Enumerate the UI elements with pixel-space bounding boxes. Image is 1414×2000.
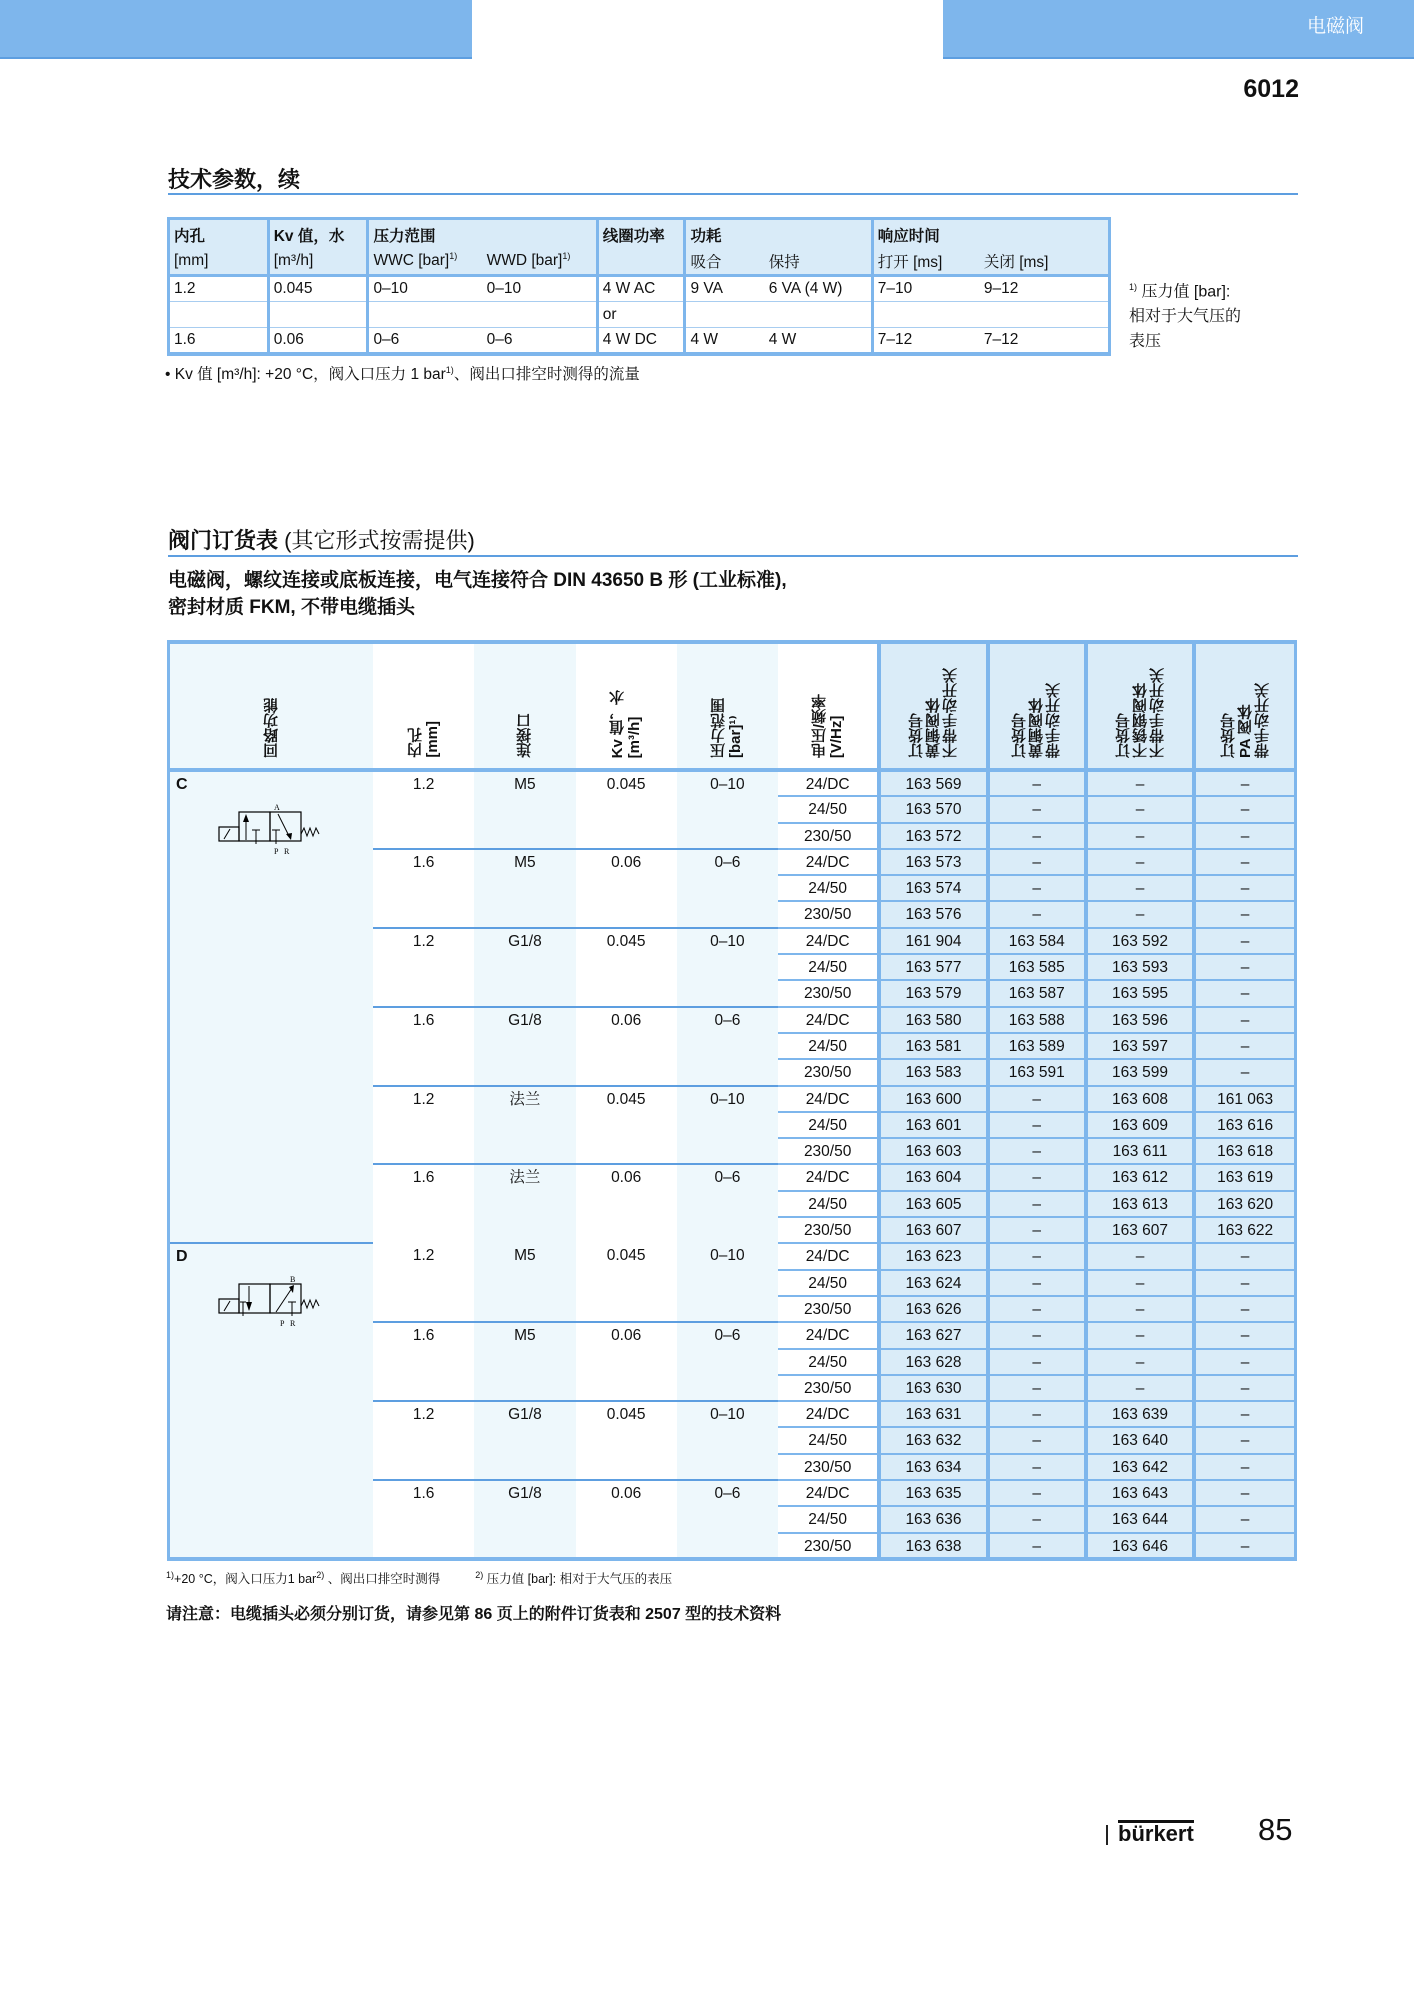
th-bore-unit: [mm] bbox=[169, 248, 269, 276]
port-cell: M5 bbox=[474, 1243, 575, 1322]
th-voltage: 电压/频率 [V/Hz] bbox=[778, 642, 879, 770]
voltage-cell: 24/DC bbox=[778, 849, 879, 875]
order-number-cell: 163 596 bbox=[1086, 1007, 1194, 1033]
order-number-cell: – bbox=[988, 1427, 1086, 1453]
port-cell: M5 bbox=[474, 849, 575, 928]
order-number-cell: 163 589 bbox=[988, 1033, 1086, 1059]
th-order-brass: 订货号 黄铜阀体 不带手动开关 bbox=[879, 642, 987, 770]
th-hold: 保持 bbox=[765, 248, 873, 276]
order-number-cell: 163 634 bbox=[879, 1454, 987, 1480]
port-cell: 法兰 bbox=[474, 1164, 575, 1243]
order-number-cell: – bbox=[988, 1506, 1086, 1532]
voltage-cell: 24/50 bbox=[778, 1349, 879, 1375]
order-number-cell: – bbox=[1194, 1480, 1295, 1506]
voltage-cell: 24/DC bbox=[778, 1164, 879, 1190]
order-number-cell: 163 620 bbox=[1194, 1191, 1295, 1217]
order-number-cell: 163 632 bbox=[879, 1427, 987, 1453]
svg-text:P: P bbox=[274, 847, 279, 856]
order-number-cell: – bbox=[1194, 1401, 1295, 1427]
order-number-cell: 163 572 bbox=[879, 823, 987, 849]
order-number-cell: 163 588 bbox=[988, 1007, 1086, 1033]
order-number-cell: 163 646 bbox=[1086, 1533, 1194, 1559]
order-number-cell: – bbox=[988, 1375, 1086, 1401]
order-number-cell: – bbox=[1194, 954, 1295, 980]
order-number-cell: – bbox=[1086, 796, 1194, 822]
tech-row: 1.6 0.06 0–6 0–6 4 W DC 4 W 4 W 7–12 7–12 bbox=[169, 328, 1110, 354]
port-cell: G1/8 bbox=[474, 1401, 575, 1480]
order-number-cell: 163 611 bbox=[1086, 1138, 1194, 1164]
divider bbox=[168, 555, 1298, 557]
pressure-cell: 0–10 bbox=[677, 1243, 778, 1322]
th-open: 打开 [ms] bbox=[872, 248, 980, 276]
pressure-cell: 0–10 bbox=[677, 928, 778, 1007]
order-number-cell: 163 585 bbox=[988, 954, 1086, 980]
divider bbox=[168, 193, 1298, 195]
order-number-cell: 163 591 bbox=[988, 1059, 1086, 1085]
order-row bbox=[169, 770, 1296, 796]
order-number-cell: 163 638 bbox=[879, 1533, 987, 1559]
order-number-cell: – bbox=[988, 1164, 1086, 1190]
order-number-cell: 163 599 bbox=[1086, 1059, 1194, 1085]
order-number-cell: – bbox=[1194, 1533, 1295, 1559]
order-number-cell: 163 603 bbox=[879, 1138, 987, 1164]
order-number-cell: – bbox=[988, 1191, 1086, 1217]
svg-text:R: R bbox=[284, 847, 290, 856]
voltage-cell: 24/DC bbox=[778, 1322, 879, 1348]
circuit-function-cell bbox=[169, 1243, 374, 1559]
voltage-cell: 230/50 bbox=[778, 1217, 879, 1243]
order-header-row bbox=[169, 642, 1296, 770]
th-order-pa-manual: 订货号 PA 阀体 带手动开关 bbox=[1194, 642, 1295, 770]
tech-params-table bbox=[167, 217, 1111, 356]
order-number-cell: 163 587 bbox=[988, 980, 1086, 1006]
voltage-cell: 24/50 bbox=[778, 875, 879, 901]
order-number-cell: – bbox=[1194, 770, 1295, 796]
th-pressure: 压力范围 [bar]¹⁾ bbox=[677, 642, 778, 770]
th-wwd: WWD [bar]$^{1)}$ bbox=[483, 248, 598, 276]
valve-symbol-icon bbox=[216, 802, 326, 862]
order-number-cell: – bbox=[988, 770, 1086, 796]
order-number-cell: – bbox=[1194, 1375, 1295, 1401]
bore-cell: 1.2 bbox=[373, 928, 474, 1007]
order-number-cell: – bbox=[1194, 796, 1295, 822]
th-response: 响应时间 bbox=[872, 219, 1109, 249]
order-number-cell: 163 601 bbox=[879, 1112, 987, 1138]
th-function: 回路功能 bbox=[169, 642, 374, 770]
pressure-cell: 0–6 bbox=[677, 1322, 778, 1401]
svg-text:B: B bbox=[290, 1275, 296, 1285]
order-number-cell: – bbox=[1194, 928, 1295, 954]
order-number-cell: – bbox=[1194, 1506, 1295, 1532]
order-number-cell: 163 577 bbox=[879, 954, 987, 980]
order-number-cell: – bbox=[1194, 1454, 1295, 1480]
order-number-cell: – bbox=[988, 1349, 1086, 1375]
th-port: 连接口 bbox=[474, 642, 575, 770]
order-number-cell: 163 580 bbox=[879, 1007, 987, 1033]
voltage-cell: 230/50 bbox=[778, 1138, 879, 1164]
order-number-cell: 163 618 bbox=[1194, 1138, 1295, 1164]
order-number-cell: – bbox=[1086, 770, 1194, 796]
bore-cell: 1.2 bbox=[373, 1086, 474, 1165]
voltage-cell: 24/DC bbox=[778, 1480, 879, 1506]
voltage-cell: 230/50 bbox=[778, 1059, 879, 1085]
kv-cell: 0.045 bbox=[576, 1401, 677, 1480]
svg-text:P: P bbox=[280, 1319, 285, 1329]
order-number-cell: – bbox=[1086, 1296, 1194, 1322]
order-number-cell: – bbox=[988, 1270, 1086, 1296]
order-number-cell: – bbox=[988, 796, 1086, 822]
order-number-cell: 163 593 bbox=[1086, 954, 1194, 980]
voltage-cell: 230/50 bbox=[778, 901, 879, 927]
voltage-cell: 24/DC bbox=[778, 928, 879, 954]
order-number-cell: 163 581 bbox=[879, 1033, 987, 1059]
order-number-cell: 163 600 bbox=[879, 1086, 987, 1112]
kv-cell: 0.06 bbox=[576, 1164, 677, 1243]
voltage-cell: 24/50 bbox=[778, 1506, 879, 1532]
pressure-cell: 0–10 bbox=[677, 1401, 778, 1480]
pressure-side-note: $^{1)}$ 压力值 [bar]: 相对于大气压的 表压 bbox=[1129, 282, 1242, 351]
pressure-cell: 0–6 bbox=[677, 1164, 778, 1243]
voltage-cell: 24/50 bbox=[778, 1270, 879, 1296]
header-band-right bbox=[943, 0, 1414, 59]
circuit-function-letter: D bbox=[176, 1248, 188, 1266]
header-band-left bbox=[0, 0, 472, 59]
th-wwc: WWC [bar]$^{1)}$ bbox=[368, 248, 483, 276]
order-number-cell: 163 630 bbox=[879, 1375, 987, 1401]
order-number-cell: 163 643 bbox=[1086, 1480, 1194, 1506]
footer-divider bbox=[1106, 1825, 1108, 1845]
circuit-function-letter: C bbox=[176, 776, 188, 793]
svg-text:A: A bbox=[274, 803, 280, 812]
voltage-cell: 24/50 bbox=[778, 1112, 879, 1138]
cable-plug-notice: 请注意：电缆插头必须分别订货，请参见第 86 页上的附件订货表和 2507 型的技术资料 bbox=[166, 1606, 782, 1623]
bore-cell: 1.6 bbox=[373, 1007, 474, 1086]
kv-cell: 0.045 bbox=[576, 1243, 677, 1322]
order-number-cell: 163 628 bbox=[879, 1349, 987, 1375]
order-number-cell: 163 612 bbox=[1086, 1164, 1194, 1190]
th-kv: Kv 值，水 bbox=[268, 219, 368, 249]
order-number-cell: – bbox=[1194, 1427, 1295, 1453]
kv-cell: 0.06 bbox=[576, 849, 677, 928]
pressure-cell: 0–10 bbox=[677, 1086, 778, 1165]
voltage-cell: 24/50 bbox=[778, 954, 879, 980]
order-number-cell: 163 642 bbox=[1086, 1454, 1194, 1480]
th-kv: Kv 值，水 [m³/h] bbox=[576, 642, 677, 770]
order-number-cell: – bbox=[988, 1086, 1086, 1112]
th-kv-unit: [m³/h] bbox=[268, 248, 368, 276]
order-number-cell: 163 569 bbox=[879, 770, 987, 796]
order-number-cell: 163 623 bbox=[879, 1243, 987, 1269]
svg-text:R: R bbox=[290, 1319, 296, 1329]
tech-header-row bbox=[169, 219, 1110, 249]
order-row bbox=[169, 1243, 1296, 1269]
port-cell: G1/8 bbox=[474, 1480, 575, 1559]
port-cell: M5 bbox=[474, 1322, 575, 1401]
order-number-cell: – bbox=[1194, 1033, 1295, 1059]
order-number-cell: – bbox=[1194, 1349, 1295, 1375]
order-number-cell: 163 627 bbox=[879, 1322, 987, 1348]
th-power: 功耗 bbox=[685, 219, 872, 249]
kv-cell: 0.045 bbox=[576, 928, 677, 1007]
voltage-cell: 24/DC bbox=[778, 1086, 879, 1112]
order-number-cell: 163 597 bbox=[1086, 1033, 1194, 1059]
th-bore: 内孔 [mm] bbox=[373, 642, 474, 770]
order-number-cell: – bbox=[988, 1296, 1086, 1322]
voltage-cell: 230/50 bbox=[778, 1533, 879, 1559]
pressure-cell: 0–6 bbox=[677, 849, 778, 928]
kv-footnote: • Kv 值 [m³/h]: +20 °C，阀入口压力 1 bar$^{1)}$、阀出口排空时测得的流量 bbox=[165, 364, 640, 383]
th-coil-unit bbox=[597, 248, 685, 276]
order-number-cell: 161 904 bbox=[879, 928, 987, 954]
bore-cell: 1.6 bbox=[373, 1164, 474, 1243]
voltage-cell: 230/50 bbox=[778, 1296, 879, 1322]
th-pressure: 压力范围 bbox=[368, 219, 597, 249]
voltage-cell: 24/50 bbox=[778, 1191, 879, 1217]
port-cell: G1/8 bbox=[474, 928, 575, 1007]
kv-cell: 0.06 bbox=[576, 1007, 677, 1086]
order-number-cell: – bbox=[1086, 1243, 1194, 1269]
order-number-cell: – bbox=[988, 1138, 1086, 1164]
order-number-cell: – bbox=[1194, 901, 1295, 927]
kv-cell: 0.06 bbox=[576, 1322, 677, 1401]
page-number: 85 bbox=[1258, 1812, 1293, 1847]
order-number-cell: – bbox=[1086, 823, 1194, 849]
bore-cell: 1.6 bbox=[373, 849, 474, 928]
tech-section-title: 技术参数，续 bbox=[168, 167, 301, 192]
order-number-cell: – bbox=[1086, 901, 1194, 927]
order-number-cell: 163 576 bbox=[879, 901, 987, 927]
order-number-cell: – bbox=[1086, 1349, 1194, 1375]
order-number-cell: 163 573 bbox=[879, 849, 987, 875]
order-number-cell: 163 605 bbox=[879, 1191, 987, 1217]
order-number-cell: 163 570 bbox=[879, 796, 987, 822]
order-number-cell: – bbox=[1086, 875, 1194, 901]
order-number-cell: – bbox=[1194, 1007, 1295, 1033]
th-close: 关闭 [ms] bbox=[980, 248, 1110, 276]
order-number-cell: – bbox=[1194, 1270, 1295, 1296]
order-number-cell: 163 631 bbox=[879, 1401, 987, 1427]
pressure-cell: 0–10 bbox=[677, 770, 778, 849]
order-number-cell: 163 592 bbox=[1086, 928, 1194, 954]
th-order-brass-manual: 订货号 黄铜阀体 带手动开关 bbox=[988, 642, 1086, 770]
order-number-cell: – bbox=[988, 901, 1086, 927]
voltage-cell: 24/50 bbox=[778, 796, 879, 822]
order-section-title: 阀门订货表 (其它形式按需提供) bbox=[168, 528, 475, 553]
order-number-cell: 163 579 bbox=[879, 980, 987, 1006]
order-number-cell: – bbox=[988, 849, 1086, 875]
order-number-cell: – bbox=[1194, 1243, 1295, 1269]
order-number-cell: 163 626 bbox=[879, 1296, 987, 1322]
order-table bbox=[167, 640, 1297, 1561]
tech-subheader-row bbox=[169, 248, 1110, 276]
voltage-cell: 24/DC bbox=[778, 770, 879, 796]
port-cell: 法兰 bbox=[474, 1086, 575, 1165]
order-number-cell: – bbox=[988, 1401, 1086, 1427]
order-number-cell: 163 613 bbox=[1086, 1191, 1194, 1217]
order-number-cell: 163 584 bbox=[988, 928, 1086, 954]
order-number-cell: 163 636 bbox=[879, 1506, 987, 1532]
order-number-cell: – bbox=[988, 1243, 1086, 1269]
bore-cell: 1.6 bbox=[373, 1480, 474, 1559]
order-number-cell: – bbox=[1194, 849, 1295, 875]
order-number-cell: 163 608 bbox=[1086, 1086, 1194, 1112]
voltage-cell: 24/50 bbox=[778, 1033, 879, 1059]
voltage-cell: 230/50 bbox=[778, 1454, 879, 1480]
voltage-cell: 230/50 bbox=[778, 980, 879, 1006]
order-number-cell: 163 574 bbox=[879, 875, 987, 901]
order-number-cell: – bbox=[988, 1454, 1086, 1480]
port-cell: G1/8 bbox=[474, 1007, 575, 1086]
kv-cell: 0.045 bbox=[576, 770, 677, 849]
order-footnotes: $^{1)}$+20 °C，阀入口压力1 bar$^{2)}$ 、阀出口排空时测得 $^{2)}$ 压力值 [bar]: 相对于大气压的表压 bbox=[166, 1569, 673, 1586]
th-order-stainless: 订货号 不锈钢阀体 不带手动开关 bbox=[1086, 642, 1194, 770]
order-number-cell: – bbox=[1194, 1059, 1295, 1085]
order-number-cell: 163 616 bbox=[1194, 1112, 1295, 1138]
bore-cell: 1.2 bbox=[373, 1243, 474, 1322]
order-number-cell: 161 063 bbox=[1194, 1086, 1295, 1112]
model-number: 6012 bbox=[1243, 75, 1299, 103]
order-number-cell: 163 644 bbox=[1086, 1506, 1194, 1532]
order-number-cell: – bbox=[988, 1322, 1086, 1348]
order-number-cell: – bbox=[1086, 1270, 1194, 1296]
order-number-cell: 163 624 bbox=[879, 1270, 987, 1296]
th-bore: 内孔 bbox=[169, 219, 269, 249]
category-label: 电磁阀 bbox=[1306, 16, 1364, 37]
order-subtitle: 电磁阀，螺纹连接或底板连接，电气连接符合 DIN 43650 B 形 (工业标准), 密封材质 FKM, 不带电缆插头 bbox=[168, 570, 787, 618]
tech-row: or bbox=[169, 302, 1110, 328]
order-number-cell: – bbox=[1194, 1322, 1295, 1348]
voltage-cell: 24/DC bbox=[778, 1243, 879, 1269]
pressure-cell: 0–6 bbox=[677, 1480, 778, 1559]
order-number-cell: – bbox=[1086, 1375, 1194, 1401]
kv-cell: 0.045 bbox=[576, 1086, 677, 1165]
order-number-cell: – bbox=[1194, 980, 1295, 1006]
order-number-cell: – bbox=[988, 1217, 1086, 1243]
order-number-cell: – bbox=[1086, 1322, 1194, 1348]
pressure-cell: 0–6 bbox=[677, 1007, 778, 1086]
kv-cell: 0.06 bbox=[576, 1480, 677, 1559]
order-number-cell: – bbox=[1194, 1296, 1295, 1322]
voltage-cell: 24/50 bbox=[778, 1427, 879, 1453]
order-number-cell: – bbox=[988, 1533, 1086, 1559]
order-number-cell: 163 609 bbox=[1086, 1112, 1194, 1138]
voltage-cell: 230/50 bbox=[778, 823, 879, 849]
order-number-cell: 163 583 bbox=[879, 1059, 987, 1085]
order-number-cell: 163 622 bbox=[1194, 1217, 1295, 1243]
order-number-cell: 163 619 bbox=[1194, 1164, 1295, 1190]
order-number-cell: 163 607 bbox=[1086, 1217, 1194, 1243]
bore-cell: 1.2 bbox=[373, 1401, 474, 1480]
order-number-cell: – bbox=[988, 1112, 1086, 1138]
voltage-cell: 24/DC bbox=[778, 1401, 879, 1427]
order-number-cell: – bbox=[988, 1480, 1086, 1506]
order-number-cell: – bbox=[1194, 875, 1295, 901]
order-number-cell: – bbox=[1086, 849, 1194, 875]
order-number-cell: 163 640 bbox=[1086, 1427, 1194, 1453]
bore-cell: 1.2 bbox=[373, 770, 474, 849]
order-number-cell: – bbox=[1194, 823, 1295, 849]
order-number-cell: 163 639 bbox=[1086, 1401, 1194, 1427]
bore-cell: 1.6 bbox=[373, 1322, 474, 1401]
valve-symbol-icon bbox=[216, 1274, 326, 1334]
th-pickup: 吸合 bbox=[685, 248, 765, 276]
voltage-cell: 24/DC bbox=[778, 1007, 879, 1033]
tech-row: 1.2 0.045 0–10 0–10 4 W AC 9 VA 6 VA (4 W) 7–10 9–12 bbox=[169, 276, 1110, 302]
circuit-function-cell bbox=[169, 770, 374, 1243]
order-number-cell: 163 595 bbox=[1086, 980, 1194, 1006]
order-number-cell: 163 635 bbox=[879, 1480, 987, 1506]
burkert-logo: bürkert bbox=[1118, 1821, 1194, 1846]
port-cell: M5 bbox=[474, 770, 575, 849]
th-coil: 线圈功率 bbox=[597, 219, 685, 249]
order-number-cell: 163 607 bbox=[879, 1217, 987, 1243]
order-number-cell: 163 604 bbox=[879, 1164, 987, 1190]
order-number-cell: – bbox=[988, 823, 1086, 849]
order-number-cell: – bbox=[988, 875, 1086, 901]
voltage-cell: 230/50 bbox=[778, 1375, 879, 1401]
